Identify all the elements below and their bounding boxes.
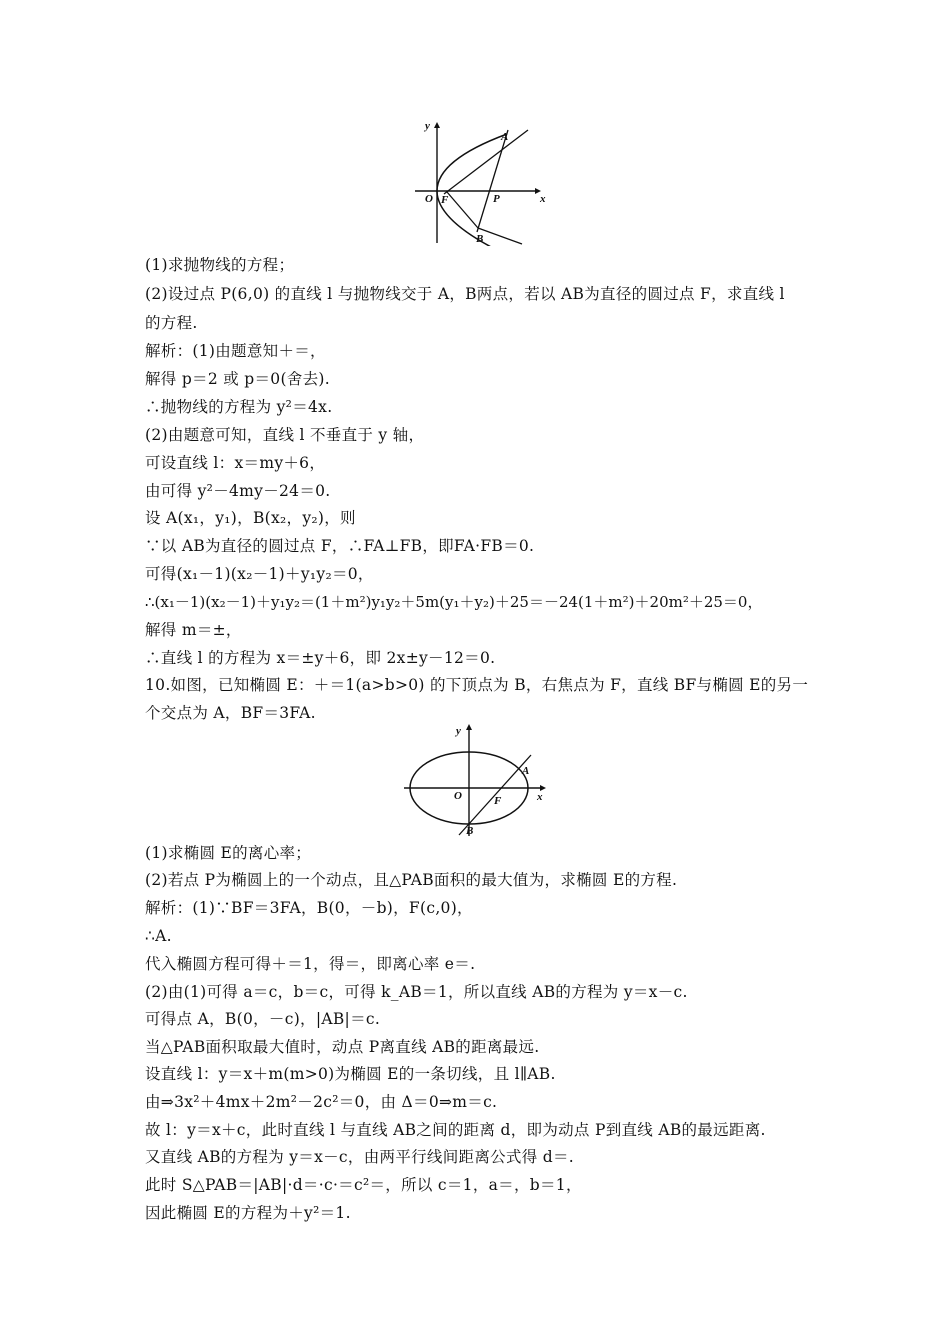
text-line: 可设直线 l：x＝my＋6， (145, 454, 326, 472)
line-fa (444, 130, 528, 194)
focus-label: F (441, 194, 449, 206)
text-line: (2)设过点 P(6,0) 的直线 l 与抛物线交于 A，B两点，若以 AB为直径的圆过点 F，求直线 l (145, 285, 785, 303)
text-line: (2)由题意可知，直线 l 不垂直于 y 轴， (145, 426, 425, 444)
text-line: 个交点为 A，BF＝3FA. (145, 704, 316, 722)
y-axis-label: y (456, 725, 461, 737)
text-line: 10.如图，已知椭圆 E：＋＝1(a>b>0) 的下顶点为 B，右焦点为 F，直线 BF与椭圆 E的另一 (145, 676, 809, 694)
text-line: ∵以 AB为直径的圆过点 F，∴FA⊥FB，即FA·FB＝0. (145, 537, 535, 555)
line-b-ext (478, 228, 522, 244)
text-line: 当△PAB面积取最大值时，动点 P离直线 AB的距离最远. (145, 1038, 540, 1056)
y-axis-label: y (425, 120, 430, 132)
text-line: 解析：(1)由题意知＋＝， (145, 342, 326, 360)
ellipse-figure (400, 722, 560, 840)
point-b-label: B (466, 825, 474, 837)
text-line: 的方程. (145, 314, 198, 332)
text-line: 解得 m＝±， (145, 621, 242, 639)
x-axis-label: x (537, 791, 543, 803)
text-line: 可得(x₁－1)(x₂－1)＋y₁y₂＝0， (145, 565, 374, 583)
text-line: 解得 p＝2 或 p＝0(舍去). (145, 370, 330, 388)
origin-label: O (454, 790, 462, 802)
text-line: 可得点 A，B(0，－c)，|AB|＝c. (145, 1010, 381, 1028)
text-line: 设直线 l：y＝x＋m(m>0)为椭圆 E的一条切线，且 l∥AB. (145, 1065, 556, 1083)
text-line: ∴直线 l 的方程为 x＝±y＋6，即 2x±y－12＝0. (145, 649, 496, 667)
x-axis-label: x (540, 193, 546, 205)
line-fb (447, 192, 478, 228)
text-line: (1)求抛物线的方程； (145, 256, 295, 274)
text-line: (2)由(1)可得 a＝c，b＝c，可得 k_AB＝1，所以直线 AB的方程为 y＝x－c. (145, 983, 688, 1001)
point-a-label: A (501, 131, 509, 143)
text-line: 因此椭圆 E的方程为＋y²＝1. (145, 1204, 351, 1222)
parabola-figure (410, 118, 550, 246)
text-line: ∴A. (145, 927, 172, 945)
y-axis-arrow (466, 724, 472, 730)
text-line: 故 l：y＝x＋c，此时直线 l 与直线 AB之间的距离 d，即为动点 P到直线 AB的最远距离. (145, 1121, 766, 1139)
text-line: ∴抛物线的方程为 y²＝4x. (145, 398, 333, 416)
text-line: 设 A(x₁，y₁)，B(x₂，y₂)，则 (145, 509, 356, 527)
point-a-label: A (522, 765, 530, 777)
text-line: (2)若点 P为椭圆上的一个动点，且△PAB面积的最大值为，求椭圆 E的方程. (145, 871, 678, 889)
text-line: ∴(x₁－1)(x₂－1)＋y₁y₂＝(1＋m²)y₁y₂＋5m(y₁＋y₂)＋25＝－24(1＋m²)＋20m²＋25＝0， (145, 593, 763, 611)
text-line: (1)求椭圆 E的离心率； (145, 844, 312, 862)
focus-label: F (494, 795, 502, 807)
text-line: 此时 S△PAB＝|AB|·d＝·c·＝c²＝，所以 c＝1，a＝，b＝1， (145, 1176, 582, 1194)
text-line: 由⇒3x²＋4mx＋2m²－2c²＝0，由 Δ＝0⇒m＝c. (145, 1093, 498, 1111)
parabola-curve (437, 134, 509, 246)
text-line: 代入椭圆方程可得＋＝1，得＝，即离心率 e＝. (145, 955, 476, 973)
point-p-label: P (493, 193, 500, 205)
text-line: 解析：(1)∵BF＝3FA，B(0，－b)，F(c,0)， (145, 899, 473, 917)
text-line: 由可得 y²－4my－24＝0. (145, 482, 331, 500)
point-b-label: B (476, 233, 484, 245)
y-axis-arrow (434, 122, 440, 128)
text-line: 又直线 AB的方程为 y＝x－c，由两平行线间距离公式得 d＝. (145, 1148, 574, 1166)
origin-label: O (425, 193, 433, 205)
